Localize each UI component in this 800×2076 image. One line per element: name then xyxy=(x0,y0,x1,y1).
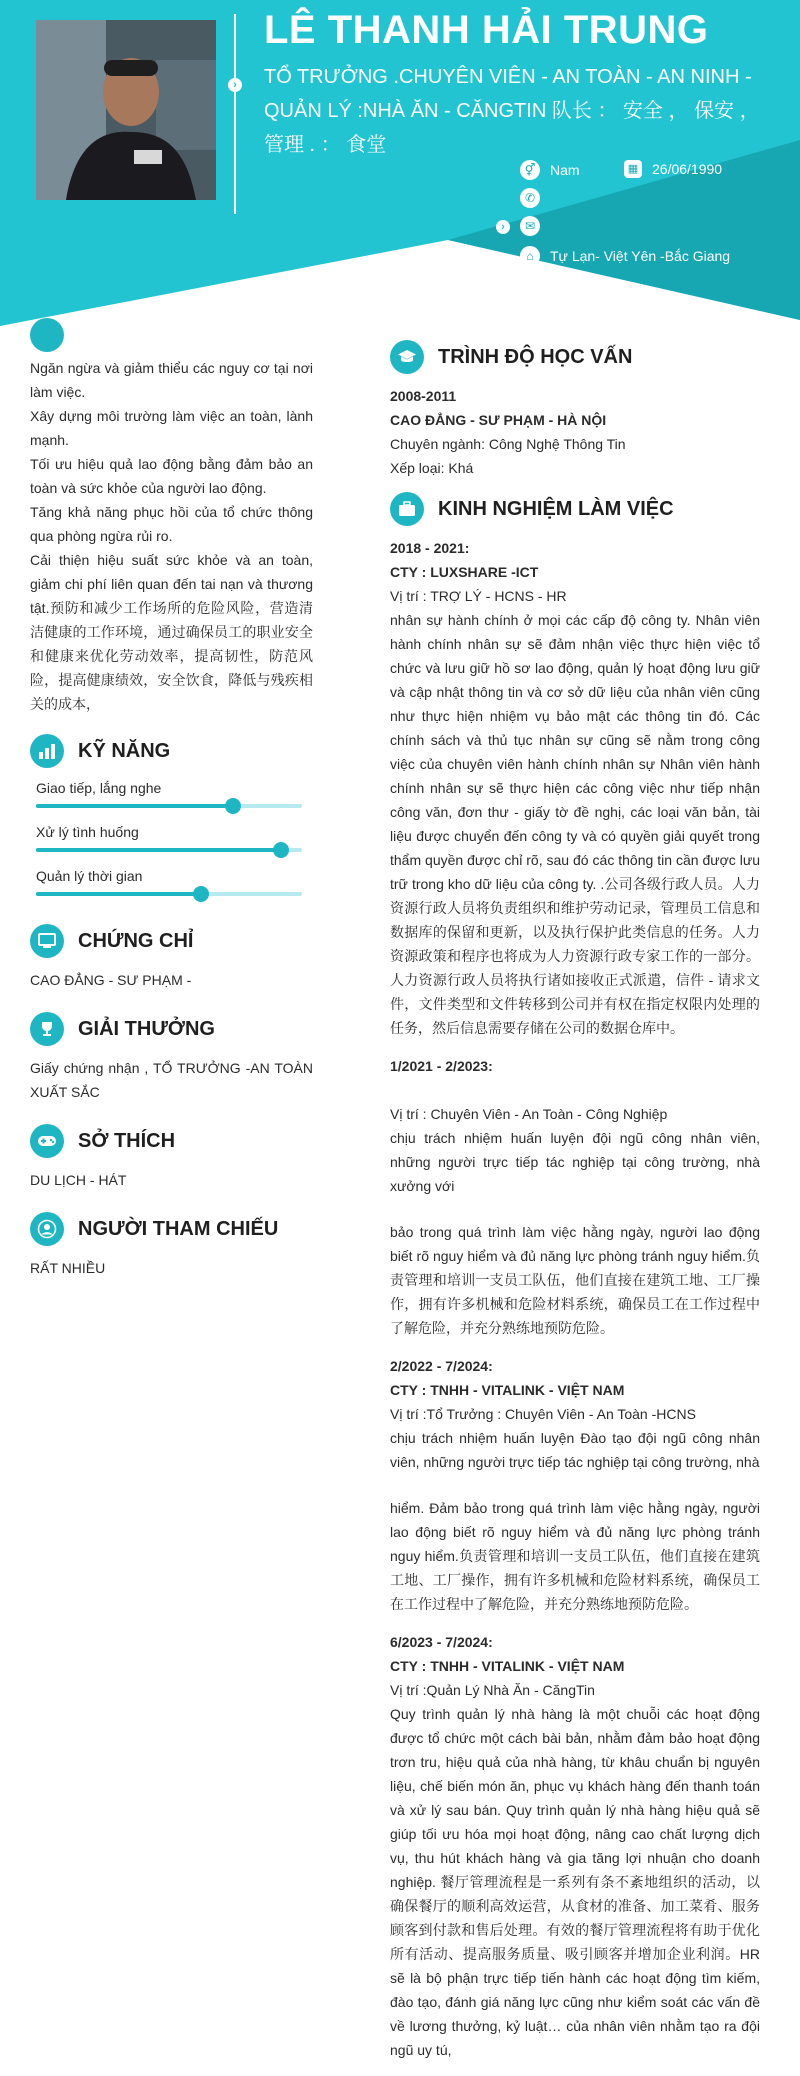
education-title: TRÌNH ĐỘ HỌC VẤN xyxy=(438,345,633,368)
calendar-icon: ▦ xyxy=(624,160,642,178)
hobbies-text: DU LỊCH - HÁT xyxy=(30,1172,127,1188)
job-position: Vị trí :Quản Lý Nhà Ăn - CăngTin xyxy=(390,1682,595,1698)
awards-heading xyxy=(30,1012,313,1046)
address-row xyxy=(520,246,730,266)
job-company: CTY : TNHH - VITALINK - VIỆT NAM xyxy=(390,1658,625,1674)
job-period: 2/2022 - 7/2024: xyxy=(390,1358,493,1374)
candidate-name: LÊ THANH HẢI TRUNG xyxy=(264,8,709,52)
skill-item xyxy=(36,778,313,808)
home-icon: ⌂ xyxy=(520,246,540,266)
references-title: NGƯỜI THAM CHIẾU xyxy=(78,1217,279,1240)
job-period: 2018 - 2021: xyxy=(390,540,470,556)
birthdate-value: 26/06/1990 xyxy=(652,161,723,177)
experience-heading xyxy=(390,492,760,526)
chevron-right-icon: › xyxy=(496,220,510,234)
job-description: Quy trình quản lý nhà hàng là một chuỗi các hoạt động được tổ chức một cách bài bản, nhằm đảm bảo hoạt động trơn tru, hiệu quả của nhà hàng, từ khâu chuẩn bị nguyên liệu, chế biến món ăn, phục vụ khách hàng đến thanh toán và xử lý sau bán. Quy trình quản lý nhà hàng hiệu quả sẽ giúp tối ưu hóa mọi hoạt động, nâng cao chất lượng dịch vụ, thu hút khách hàng và gia tăng lợi nhuận cho doanh nghiệp. 餐厅管理流程是一系列有条不紊地组织的活动，以确保餐厅的顺利高效运营，从食材的准备、加工菜肴、服务顾客到付款和售后处理。有效的餐厅管理流程将有助于优化所有活动、提高服务质量、吸引顾客并增加企业利润。HR sẽ là bộ phận trực tiếp tiến hành các hoạt động tìm kiếm, đào tạo, đánh giá năng lực cũng như kiểm soát các vấn đề về lương thưởng, kỷ luật… của nhân viên nhằm tạo ra đội ngũ uy tú, xyxy=(390,1706,760,2058)
skill-label: Giao tiếp, lắng nghe xyxy=(36,780,162,796)
job-company: CTY : TNHH - VITALINK - VIỆT NAM xyxy=(390,1382,625,1398)
skill-bar xyxy=(36,892,302,896)
skill-fill xyxy=(36,848,281,852)
gender-icon: ⚥ xyxy=(520,160,540,180)
job-description: chịu trách nhiệm huấn luyện đội ngũ công nhân viên, những người trực tiếp tác nghiệp tại công trường, nhà xưởng với xyxy=(390,1130,760,1194)
skill-fill xyxy=(36,804,233,808)
awards-title: GIẢI THƯỞNG xyxy=(78,1017,215,1040)
education-major: Chuyên ngành: Công Nghệ Thông Tin xyxy=(390,436,626,452)
references-heading xyxy=(30,1212,313,1246)
objective-icon-stub xyxy=(30,336,313,356)
objective-paragraph: Tối ưu hiệu quả lao động bằng đảm bảo an toàn và sức khỏe của người lao động. xyxy=(30,456,313,496)
skill-bar xyxy=(36,804,302,808)
skills-heading xyxy=(30,734,313,768)
objective-paragraph: Ngăn ngừa và giảm thiểu các nguy cơ tại nơi làm việc. xyxy=(30,360,313,400)
briefcase-icon xyxy=(390,492,424,526)
experience-title: KINH NGHIỆM LÀM VIỆC xyxy=(438,497,674,520)
job-period: 1/2021 - 2/2023: xyxy=(390,1058,493,1074)
skill-knob xyxy=(225,798,241,814)
job-company xyxy=(390,1078,760,1102)
header-divider xyxy=(234,14,236,214)
education-period: 2008-2011 xyxy=(390,388,457,404)
job-position: Vị trí : TRỢ LÝ - HCNS - HR xyxy=(390,588,567,604)
certificates-heading xyxy=(30,924,313,958)
certificates-text: CAO ĐẲNG - SƯ PHẠM - xyxy=(30,972,192,988)
education-school: CAO ĐẲNG - SƯ PHẠM - HÀ NỘI xyxy=(390,412,607,428)
candidate-title: TỔ TRƯỞNG .CHUYÊN VIÊN - AN TOÀN - AN NINH - QUẢN LÝ :NHÀ ĂN - CĂNGTIN 队长 ： 安全 ， 保安 ， 管理 . ： 食堂 xyxy=(264,66,760,156)
certificates-title: CHỨNG CHỈ xyxy=(78,929,194,952)
job-company: CTY : LUXSHARE -ICT xyxy=(390,564,539,580)
phone-icon: ✆ xyxy=(520,188,540,208)
awards-text: Giấy chứng nhận , TỔ TRƯỞNG -AN TOÀN XUẤT SẮC xyxy=(30,1060,313,1100)
avatar xyxy=(36,20,216,200)
chevron-right-icon: › xyxy=(228,78,242,92)
job-position: Vị trí : Chuyên Viên - An Toàn - Công Nghiệp xyxy=(390,1106,668,1122)
job-description: bảo trong quá trình làm việc hằng ngày, người lao động biết rõ nguy hiểm và đủ năng lực phòng tránh nguy hiểm.负责管理和培训一支员工队伍，他们直接在建筑工地、工厂操作，拥有许多机械和危险材料系统，确保员工在工作过程中了解危险，并充分熟练地预防危险。 xyxy=(390,1224,760,1336)
job-entry xyxy=(390,1354,760,1616)
email-icon: ✉ xyxy=(520,216,540,236)
objective-paragraph: Tăng khả năng phục hồi của tổ chức thông qua phòng ngừa rủi ro. xyxy=(30,504,313,544)
skills-title: KỸ NĂNG xyxy=(78,739,171,762)
email-row xyxy=(520,216,550,236)
skill-knob xyxy=(273,842,289,858)
skill-fill xyxy=(36,892,201,896)
objective-paragraph: Xây dựng môi trường làm việc an toàn, lành mạnh. xyxy=(30,408,313,448)
job-period: 6/2023 - 7/2024: xyxy=(390,1634,493,1650)
skill-knob xyxy=(193,886,209,902)
right-column xyxy=(390,340,760,2076)
skill-item xyxy=(36,822,313,852)
skills-list xyxy=(30,778,313,896)
job-entry xyxy=(390,1054,760,1340)
job-description: chịu trách nhiệm huấn luyện Đào tạo đội ngũ công nhân viên, những người trực tiếp tác nghiệp tại công trường, nhà xyxy=(390,1430,760,1470)
objective-section xyxy=(30,356,313,716)
job-entry xyxy=(390,536,760,1040)
job-position: Vị trí :Tổ Trưởng : Chuyên Viên - An Toàn -HCNS xyxy=(390,1406,696,1422)
hobbies-title: SỞ THÍCH xyxy=(78,1129,176,1152)
education-heading xyxy=(390,340,760,374)
phone-row xyxy=(520,188,550,208)
address-value: Tự Lạn- Việt Yên -Bắc Giang xyxy=(550,248,731,264)
certificate-icon xyxy=(30,924,64,958)
gamepad-icon xyxy=(30,1124,64,1158)
education-grade: Xếp loại: Khá xyxy=(390,460,474,476)
birthdate-row xyxy=(624,160,722,178)
job-description: hiểm. Đảm bảo trong quá trình làm việc hằng ngày, người lao động biết rõ nguy hiểm và đủ năng lực phòng tránh nguy hiểm.负责管理和培训一支员工队伍，他们直接在建筑工地、工厂操作，拥有许多机械和危险材料系统，确保员工在工作过程中了解危险，并充分熟练地预防危险。 xyxy=(390,1500,760,1612)
skill-label: Quản lý thời gian xyxy=(36,868,143,884)
skill-item xyxy=(36,866,313,896)
graduation-cap-icon xyxy=(390,340,424,374)
references-text: RẤT NHIỀU xyxy=(30,1260,106,1276)
user-icon xyxy=(30,1212,64,1246)
trophy-icon xyxy=(30,1012,64,1046)
skill-label: Xử lý tình huống xyxy=(36,824,139,840)
gender-row xyxy=(520,160,580,180)
job-description: nhân sự hành chính ở mọi các cấp độ công ty. Nhân viên hành chính nhân sự sẽ đảm nhận việc thực hiện việc tổ chức và lưu giữ hồ sơ lao động, quản lý hoạt động lưu giữ và cập nhật thông tin và cơ sở dữ liệu của nhân viên cũng như thực hiện nhiệm vụ bảo mật các thông tin đó. Các chính sách và thủ tục nhân sự cũng sẽ nằm trong công việc của chuyên viên hành chính nhân sự Nhân viên hành chính nhân sự sẽ thực hiện các công việc như tiếp nhận công văn, đơn thư - giấy tờ đề nghị, các loại văn bản, tài liệu được chuyển đến công ty và có quyền giải quyết trong thẩm quyền được chỉ rõ, sau đó các thông tin cần được lưu trữ trong kho dữ liệu của công ty. .公司各级行政人员。人力资源行政人员将负责组织和维护劳动记录，管理员工信息和数据库的保留和更新，以及执行保护此类信息的任务。人力资源政策和程序也将成为人力资源行政专家工作的一部分。人力资源行政人员将执行诸如接收正式派遣，信件 - 请求文件，文件类型和文件转移到公司并有权在指定权限内处理的任务，然后信息需要存储在公司的数据仓库中。 xyxy=(390,612,760,1036)
skill-bar xyxy=(36,848,302,852)
bar-chart-icon xyxy=(30,734,64,768)
objective-paragraph: Cải thiện hiệu suất sức khỏe và an toàn, giảm chi phí liên quan đến tai nạn và thương tật.预防和减少工作场所的危险风险，营造清洁健康的工作环境，通过确保员工的职业安全和健康来优化劳动效率，提高韧性，防范风险，提高健康绩效，安全饮食，降低与残疾相关的成本， xyxy=(30,552,313,712)
left-column xyxy=(30,336,313,1280)
job-entry xyxy=(390,1630,760,2062)
hobbies-heading xyxy=(30,1124,313,1158)
gender-value: Nam xyxy=(550,162,580,178)
